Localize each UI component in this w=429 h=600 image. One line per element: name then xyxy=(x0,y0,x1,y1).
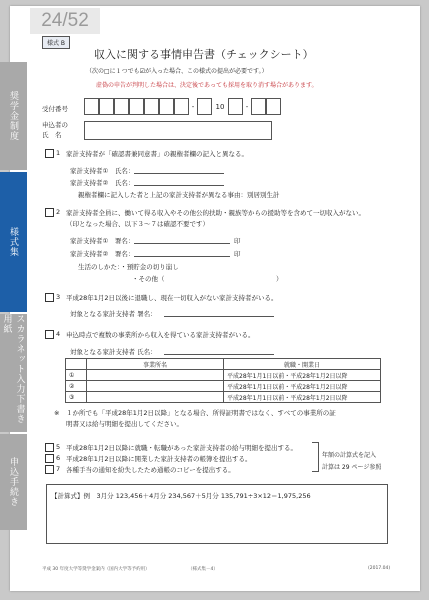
calculation-text: 【計算式】例 3月分 123,456＋4月分 234,567＋5月分 135,791÷3×12＝1,975,256 xyxy=(51,492,311,500)
item-2-supporter-2-field[interactable] xyxy=(134,256,230,257)
table-note-2: 明書又は給与明細を提出してください。 xyxy=(66,420,183,428)
item-2-text-2: （印となった場合、以下３～７は確認不要です） xyxy=(66,220,209,228)
sidebar-tab-scholarship[interactable]: 奨学金制度 xyxy=(0,62,27,170)
item-4-number: 4 xyxy=(56,330,61,338)
receipt-label: 受付番号 xyxy=(42,105,68,113)
sidebar-tab-scholarnet[interactable]: スカラネット入力下書き用紙 xyxy=(0,314,27,432)
item-2-living-1: 生活のしかた：・預貯金の切り崩し xyxy=(78,263,179,271)
item-2-living-2: ・その他（ xyxy=(132,275,165,283)
item-4-name-field[interactable] xyxy=(164,354,274,355)
footer-page: （様式集－4） xyxy=(188,567,218,572)
item-5-text: 平成28年1月2日以降に就職・転職があった家計支持者の給与明細を提出する。 xyxy=(66,444,297,452)
item-6-checkbox[interactable] xyxy=(45,454,54,463)
page-counter: 24/52 xyxy=(30,8,100,34)
item-6-text: 平成28年1月2日以降に開業した家計支持者の帳簿を提出する。 xyxy=(66,455,252,463)
item-3-number: 3 xyxy=(56,293,61,301)
side-note-2: 計算は 29 ページ参照 xyxy=(322,464,382,471)
item-1-supporter-2-field[interactable] xyxy=(134,185,224,186)
item-2-checkbox[interactable] xyxy=(45,208,54,217)
item-4-text: 申込時点で複数の事業所から収入を得ている家計支持者がいる。 xyxy=(66,331,255,339)
item-2-number: 2 xyxy=(56,208,61,216)
warning-text: 虚偽の申告が判明した場合は、決定後であっても採用を取り消す場合があります。 xyxy=(96,82,318,89)
applicant-label-2: 氏 名 xyxy=(42,131,62,139)
item-1-checkbox[interactable] xyxy=(45,149,54,158)
instruction-text: （次の□に１つでも☑が入った場合、この様式の提出が必要です。） xyxy=(86,68,268,75)
table-row: ① 平成28年1月1日以前・平成28年1月2日以降 xyxy=(66,370,381,381)
page-title: 収入に関する事情申告書（チェックシート） xyxy=(94,48,314,61)
table-header-date: 就職・開業日 xyxy=(224,359,381,370)
item-7-number: 7 xyxy=(56,465,61,473)
calculation-box[interactable] xyxy=(46,484,388,544)
item-7-checkbox[interactable] xyxy=(45,465,54,474)
item-2-supporter-1-label: 家計支持者① 署名： xyxy=(70,237,135,245)
item-2-living-close: ） xyxy=(276,275,283,283)
table-row: ② 平成28年1月1日以前・平成28年1月2日以降 xyxy=(66,381,381,392)
seal-mark-2: 印 xyxy=(234,250,241,258)
table-row: ③ 平成28年1月1日以前・平成28年1月2日以降 xyxy=(66,392,381,403)
receipt-number-field[interactable]: - 10 - xyxy=(84,98,281,115)
table-header-business: 事業所名 xyxy=(87,359,224,370)
form-number: 様式 B xyxy=(42,36,70,49)
business-table xyxy=(65,358,381,403)
bracket-line xyxy=(312,442,319,472)
item-4-name-label: 対象となる家計支持者 氏名： xyxy=(70,348,157,356)
item-1-supporter-2-label: 家計支持者② 氏名： xyxy=(70,179,135,187)
item-5-number: 5 xyxy=(56,443,61,451)
sidebar-tab-forms[interactable]: 様式集 xyxy=(0,172,27,312)
item-3-checkbox[interactable] xyxy=(45,293,54,302)
item-1-supporter-1-field[interactable] xyxy=(134,173,224,174)
footer-date: (2017.04) xyxy=(368,566,391,571)
item-1-supporter-1-label: 家計支持者① 氏名： xyxy=(70,167,135,175)
sidebar-tab-procedures[interactable]: 申込手続き xyxy=(0,434,27,530)
seal-mark-1: 印 xyxy=(234,237,241,245)
item-2-text: 家計支持者全員に、働いて得る収入やその他公的扶助・親族等からの援助等を含めて一切収入がない。 xyxy=(66,209,365,217)
item-3-text: 平成28年1月2日以後に退職し、現在一切収入がない家計支持者がいる。 xyxy=(66,294,278,302)
applicant-label: 申込者の xyxy=(42,121,68,129)
table-note: ※ １か所でも「平成28年1月2日以降」となる場合、所得証明書ではなく、すべての事業所の証 xyxy=(54,409,336,417)
applicant-name-field[interactable] xyxy=(84,121,272,140)
item-2-supporter-1-field[interactable] xyxy=(134,243,230,244)
item-5-checkbox[interactable] xyxy=(45,443,54,452)
item-1-text: 家計支持者が「確認書兼同意書」の親権者欄の記入と異なる。 xyxy=(66,150,248,158)
footer-left: 平成 30 年度大学等奨学金案内（国内大学等予約用） xyxy=(42,567,150,572)
item-3-signature-label: 対象となる家計支持者 署名： xyxy=(70,310,157,318)
item-1-number: 1 xyxy=(56,149,61,157)
side-note: 年額の計算式を記入 xyxy=(322,452,377,459)
item-4-checkbox[interactable] xyxy=(45,330,54,339)
item-3-signature-field[interactable] xyxy=(164,316,274,317)
item-6-number: 6 xyxy=(56,454,61,462)
item-1-reason: 親権者欄に記入した者と上記の家計支持者が異なる事由：別居別生計 xyxy=(78,191,280,199)
item-7-text: 各種手当の通知を紛失したため通帳のコピーを提出する。 xyxy=(66,466,235,474)
item-2-supporter-2-label: 家計支持者② 署名： xyxy=(70,250,135,258)
